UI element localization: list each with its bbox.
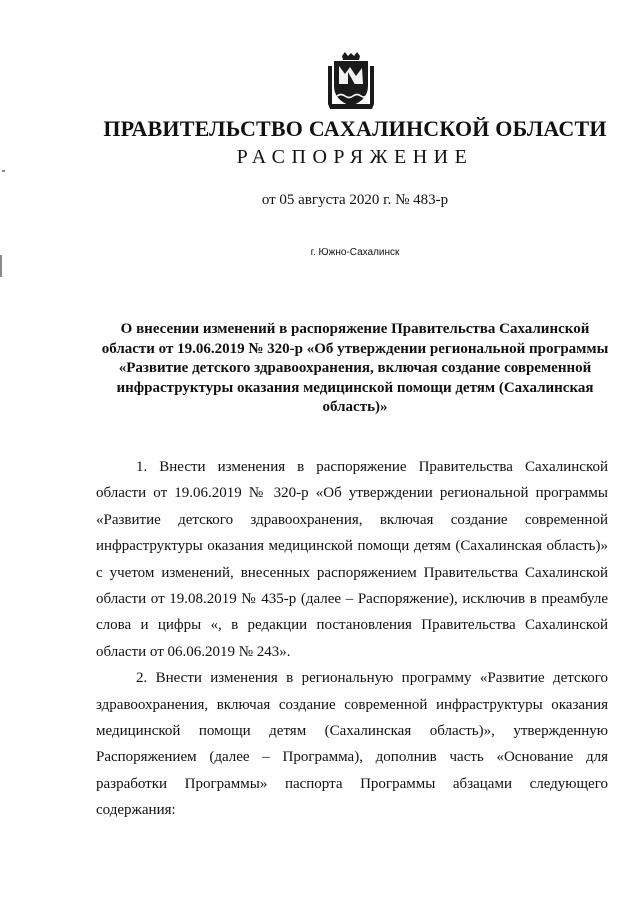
paragraph-2: 2. Внести изменения в региональную программу «Развитие детского здравоохранения, включая создание современной инфраструктуры оказания медицинской помощи детям (Сахалинская область)», утвержденную Распоряжением (далее – Программа), дополнив часть «Основание для разработки Программы» паспорта Программы абзацами следующего содержания:	[96, 670, 608, 819]
sakhalin-coat-of-arms-icon	[328, 52, 374, 110]
document-city: г. Южно-Сахалинск	[310, 247, 400, 258]
document-date-number: от 05 августа 2020 г. № 483-р	[261, 192, 449, 208]
paragraph-1: 1. Внести изменения в распоряжение Правительства Сахалинской области от 19.06.2019 № 320-р «Об утверждении региональной программы «Развитие детского здравоохранения, включая создание современной инфраструктуры оказания медицинской помощи детям (Сахалинская область)» с учетом изменений, внесенных распоряжением Правительства Сахалинской области от 19.08.2019 № 435-р (далее – Распоряжение), исключив в преамбуле слова и цифры «, в редакции постановления Правительства Сахалинской области от 06.06.2019 № 243».	[96, 459, 608, 660]
document-body	[96, 454, 608, 824]
document-subject-heading: О внесении изменений в распоряжение Правительства Сахалинской области от 19.06.2019 № 320-р «Об утверждении региональной программы «Развитие детского здравоохранения, включая создание современной инфраструктуры оказания медицинской помощи детям (Сахалинская область)»	[101, 321, 609, 415]
document-type: РАСПОРЯЖЕНИЕ	[236, 146, 474, 168]
scan-mark-top	[2, 170, 5, 172]
organization-title: ПРАВИТЕЛЬСТВО САХАЛИНСКОЙ ОБЛАСТИ	[103, 116, 607, 141]
scan-mark-side	[0, 255, 2, 277]
